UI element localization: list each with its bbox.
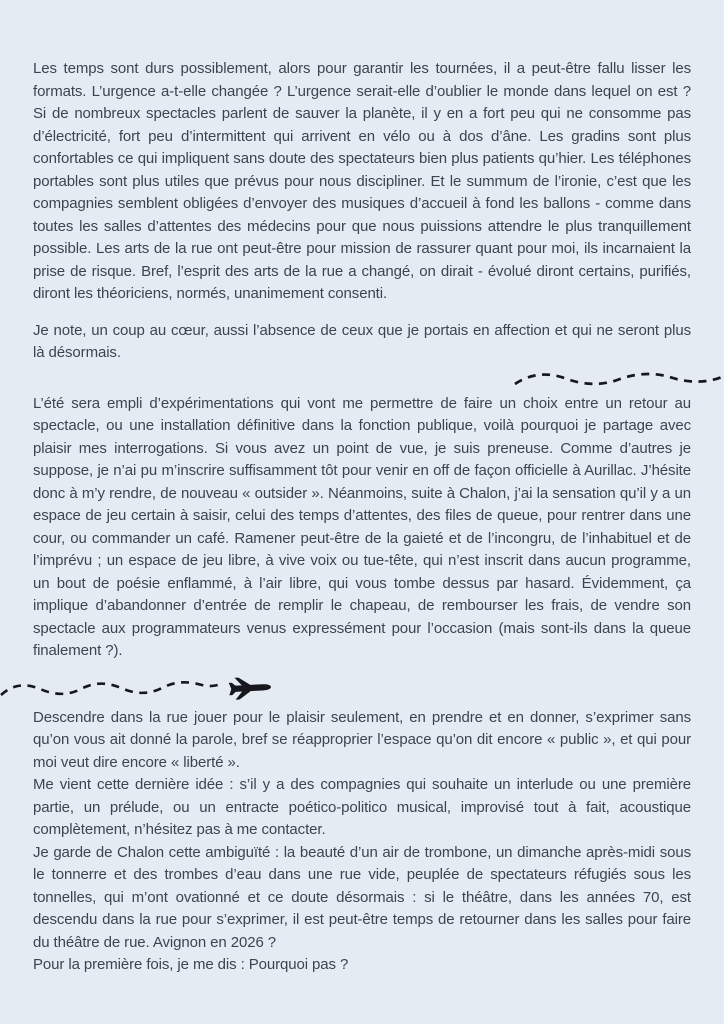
- paragraph-7: Pour la première fois, je me dis : Pourquoi pas ?: [33, 956, 349, 973]
- paragraph-1: Les temps sont durs possiblement, alors pour garantir les tournées, il a peut-être fallu lisser les formats. L’urgence a-t-elle changée ? L’urgence serait-elle d’oublier le monde dans lequel on est ? Si de nombreux spectacles parlent de sauver la planète, il y en a fort peu qui ne consomme pas d’électricité, fort peu d’intermittent qui arrivent en vélo ou à dos d’âne. Les gradins sont plus confortables ce qui impliquent sans doute des spectateurs bien plus patients qu’hier. Les téléphones portables sont plus utiles que prévus pour nous discipliner. Et le summum de l’ironie, c’est que les compagnies semblent obligées d’envoyer des musiques d’accueil à fond les ballons - comme dans toutes les salles d’attentes des médecins pour que nous puissions attendre le plus tranquillement possible. Les arts de la rue ont peut-être pour mission de rassurer quant pour moi, ils incarnaient la prise de risque. Bref, l’esprit des arts de la rue a changé, on dirait - évolué diront certains, purifiés, diront les théoriciens, normés, unanimement consenti.: [33, 60, 691, 302]
- dashed-wave-line-icon: [513, 369, 724, 391]
- dashed-wave-line-icon: [0, 673, 272, 703]
- airplane-icon: [228, 675, 271, 699]
- paragraph-6: Je garde de Chalon cette ambiguïté : la beauté d’un air de trombone, un dimanche après-midi sous le tonnerre et des trombes d’eau dans une rue vide, peuplée de spectateurs réfugiés sous les tonnelles, qui m’ont ovationné et ce doute désormais : si le théâtre, dans les années 70, est descendu dans la rue pour s’exprimer, il est peut-être temps de retourner dans les salles pour faire du théâtre de rue. Avignon en 2026 ?: [33, 843, 691, 951]
- dashed-wave-path: [1, 682, 223, 695]
- dashed-flight-path-right: [33, 369, 691, 389]
- dashed-flight-path-left: [33, 673, 691, 703]
- paragraph-3: L’été sera empli d’expérimentations qui vont me permettre de faire un choix entre un retour au spectacle, ou une installation définitive dans la fonction publique, voilà pourquoi je partage avec plaisir mes interrogations. Si vous avez un point de vue, je suis preneuse. Comme d’autres je suppose, je n’ai pu m’inscrire suffisamment tôt pour venir en off de façon officielle à Aurillac. J’hésite donc à m’y rendre, de nouveau « outsider ». Néanmoins, suite à Chalon, j’ai la sensation qu’il y a un espace de jeu certain à saisir, celui des temps d’attentes, des files de queue, pour rentrer dans une cour, ou commander un café. Ramener peut-être de la gaieté et de l’incongru, de l’inhabituel et de l’imprévu ; un espace de jeu libre, à vive voix ou tue-tête, qui n’est inscrit dans aucun programme, un bout de poésie enflammé, à l’air libre, qui vous tombe dessus par hasard. Évidemment, ça implique d’abandonner d’entrée de remplir le chapeau, de rembourser les frais, de vendre son spectacle aux programmateurs venus expressément pour l’occasion (mais sont-ils dans la queue finalement ?).: [33, 394, 691, 659]
- paragraph-2: Je note, un coup au cœur, aussi l’absence de ceux que je portais en affection et qui ne seront plus là désormais.: [33, 321, 691, 361]
- paragraph-4: Descendre dans la rue jouer pour le plaisir seulement, en prendre et en donner, s’exprimer sans qu’on vous ait donné la parole, bref se réapproprier l’espace qu’on dit encore « public », et qui pour moi veut dire encore « liberté ».: [33, 708, 691, 771]
- paragraph-5: Me vient cette dernière idée : s’il y a des compagnies qui souhaite un interlude ou une première partie, un prélude, ou un entracte poético-politico musical, improvisé tout à fait, acoustique complètement, n’hésitez pas à me contacter.: [33, 776, 691, 838]
- dashed-wave-path: [515, 373, 722, 383]
